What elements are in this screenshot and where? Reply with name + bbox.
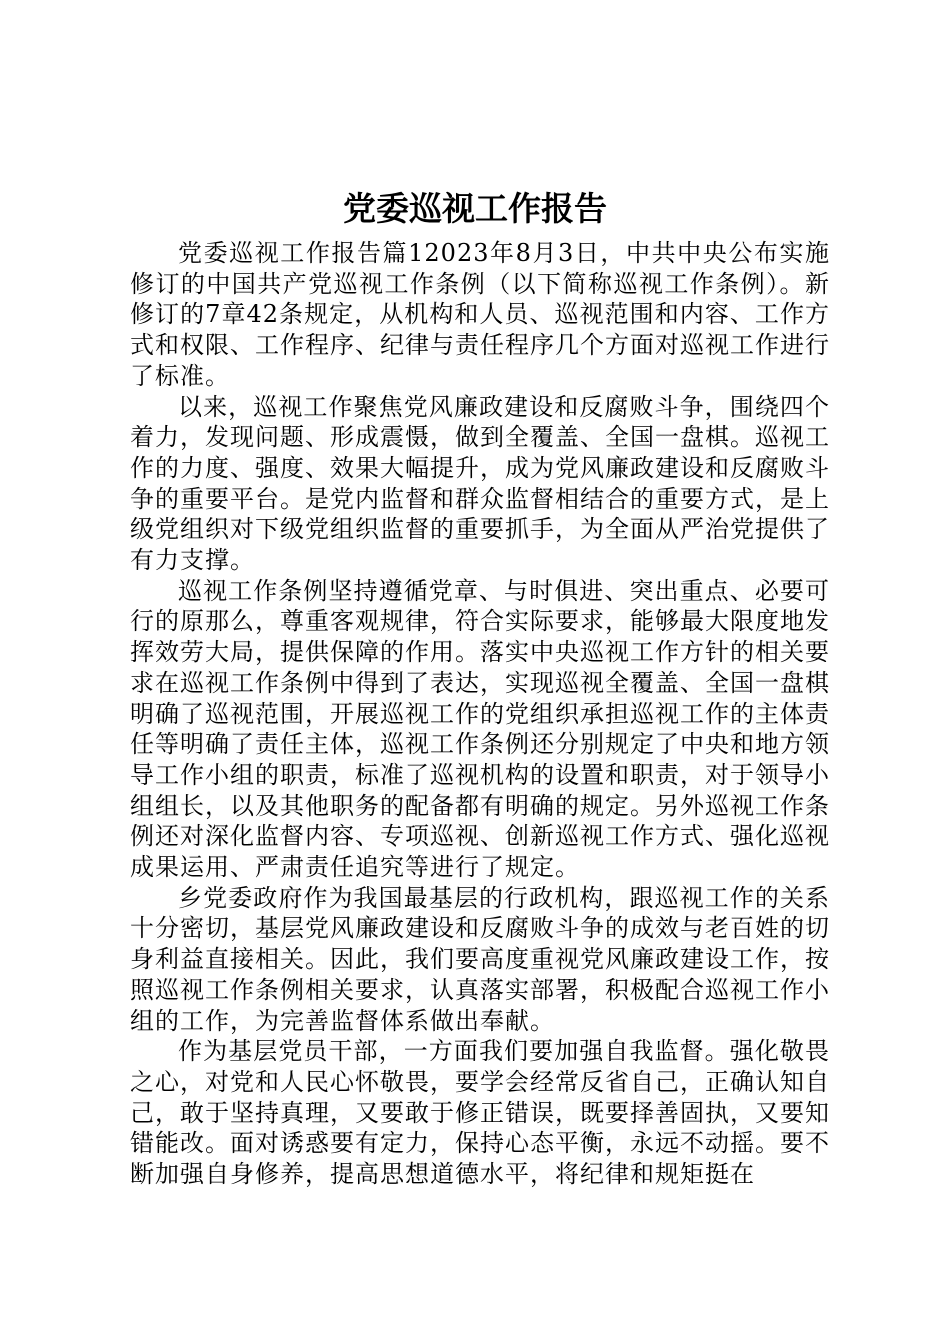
paragraph-4: 乡党委政府作为我国最基层的行政机构，跟巡视工作的关系十分密切，基层党风廉政建设和反腐败斗争的成效与老百姓的切身利益直接相关。因此，我们要高度重视党风廉政建设工作，按照巡视工作条例相关要求，认真落实部署，积极配合巡视工作小组的工作，为完善监督体系做出奉献。 [130,883,830,1035]
document-title: 党委巡视工作报告 [343,189,607,228]
document-body [130,238,830,1190]
paragraph-1: 党委巡视工作报告篇12023年8月3日，中共中央公布实施修订的中国共产党巡视工作条例（以下简称巡视工作条例）。新修订的7章42条规定，从机构和人员、巡视范围和内容、工作方式和权限、工作程序、纪律与责任程序几个方面对巡视工作进行了标准。 [130,239,830,390]
paragraph-3: 巡视工作条例坚持遵循党章、与时俱进、突出重点、必要可行的原那么，尊重客观规律，符合实际要求，能够最大限度地发挥效劳大局，提供保障的作用。落实中央巡视工作方针的相关要求在巡视工作条例中得到了表达，实现巡视全覆盖、全国一盘棋明确了巡视范围，开展巡视工作的党组织承担巡视工作的主体责任等明确了责任主体，巡视工作条例还分别规定了中央和地方领导工作小组的职责，标准了巡视机构的设置和职责，对于领导小组组长，以及其他职务的配备都有明确的规定。另外巡视工作条例还对深化监督内容、专项巡视、创新巡视工作方式、强化巡视成果运用、严肃责任追究等进行了规定。 [130,576,830,882]
paragraph-5: 作为基层党员干部，一方面我们要加强自我监督。强化敬畏之心，对党和人民心怀敬畏，要学会经常反省自己，正确认知自己，敢于坚持真理，又要敢于修正错误，既要择善固执，又要知错能改。面对诱惑要有定力，保持心态平衡，永远不动摇。要不断加强自身修养，提高思想道德水平，将纪律和规矩挺在 [130,1037,830,1189]
paragraph-2: 以来，巡视工作聚焦党风廉政建设和反腐败斗争，围绕四个着力，发现问题、形成震慑，做到全覆盖、全国一盘棋。巡视工作的力度、强度、效果大幅提升，成为党风廉政建设和反腐败斗争的重要平台。是党内监督和群众监督相结合的重要方式，是上级党组织对下级党组织监督的重要抓手，为全面从严治党提供了有力支撑。 [130,392,830,575]
